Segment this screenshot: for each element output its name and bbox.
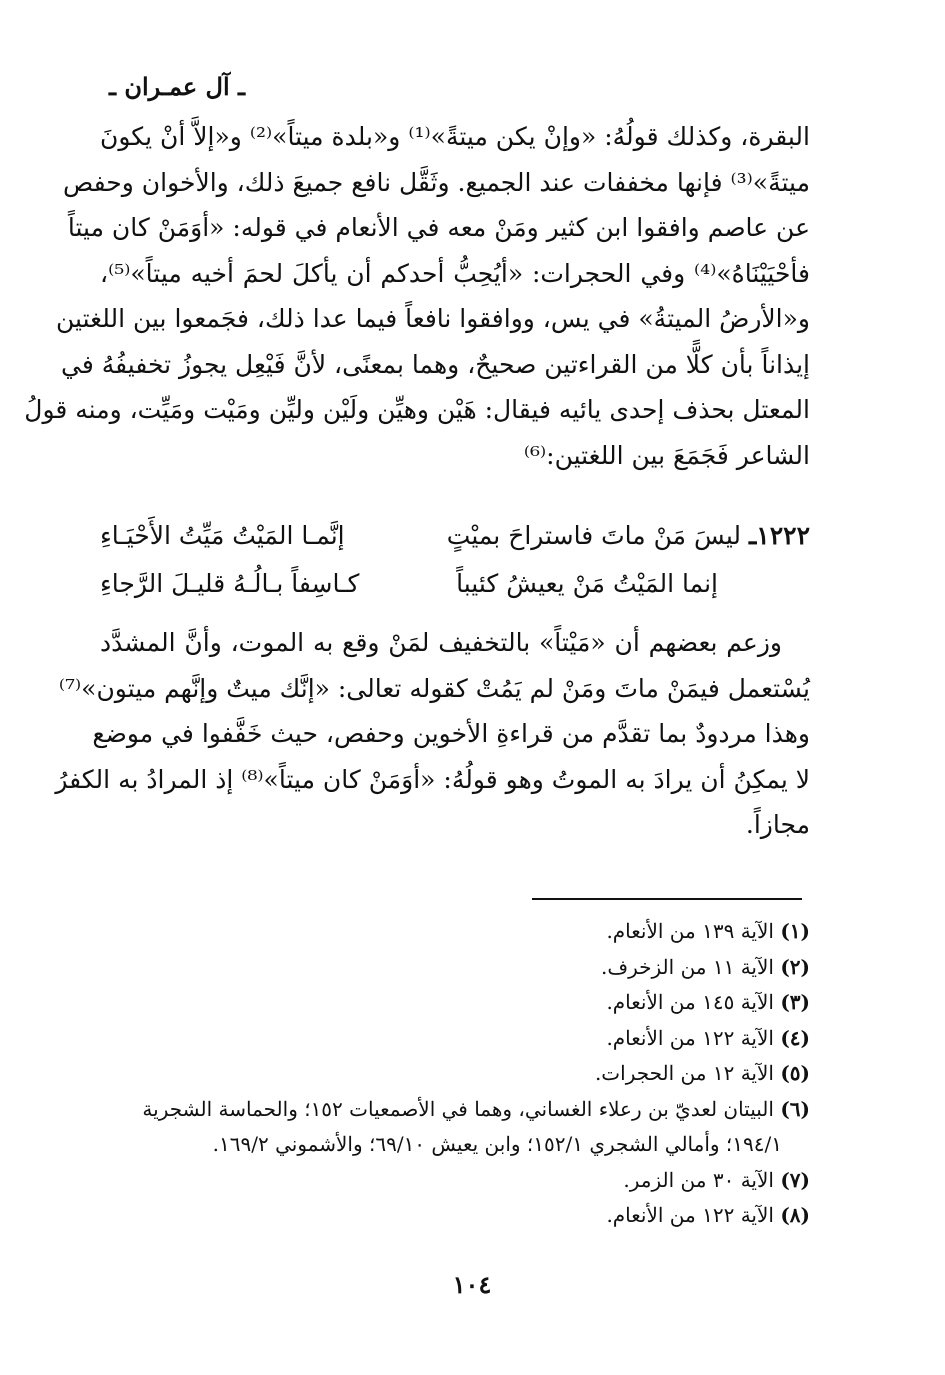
footnote-text: الآية ١٢٢ من الأنعام. <box>606 1025 774 1050</box>
footnote-text: الآية ١١ من الزخرف. <box>601 954 774 979</box>
footnote-number: (٥) <box>780 1061 810 1085</box>
footnote-text: ١٩٤/١؛ وأمالي الشجري ١٥٢/١؛ وابن يعيش ٦٩/١٠؛ والأشموني ١٦٩/٢. <box>212 1132 782 1156</box>
footnote-number: (٦) <box>780 1096 810 1121</box>
footnote-separator <box>532 898 802 900</box>
footnote-number: (٢) <box>780 954 810 979</box>
footnote-text: الآية ١٢٢ من الأنعام. <box>606 1203 774 1227</box>
footnotes <box>100 914 810 1234</box>
body-line: إيذاناً بأن كلًّا من القراءتين صحيحٌ، وهما بمعنًى، لأنَّ فَيْعِل يجوزُ تخفيفُهُ في <box>61 349 810 379</box>
running-header: ـ آل عمـران ـ <box>109 72 245 101</box>
body-line: المعتل بحذف إحدى يائيه فيقال: هَيْن وهيِّن ولَيْن وليِّن ومَيْت ومَيِّت، ومنه قولُ <box>24 395 810 424</box>
body-line: مجازاً. <box>745 810 810 839</box>
body-paragraph-1 <box>24 114 810 478</box>
footnote-number: (١) <box>780 919 810 943</box>
body-line: يُسْتعمل فيمَنْ ماتَ ومَنْ لم يَمُتْ كقوله تعالى: «إنَّك ميتٌ وإنَّهم ميتون»⁽⁷⁾ <box>58 673 810 703</box>
footnote <box>100 1021 810 1057</box>
body-line: فأحْيَيْنَاهُ»⁽⁴⁾ وفي الحجرات: «أيُحِبُّ أحدكم أن يأكلَ لحمَ أخيه ميتاً»⁽⁵⁾، <box>100 258 810 288</box>
footnote-number: (٨) <box>780 1203 810 1227</box>
footnote-text: الآية ١٤٥ من الأنعام. <box>606 990 774 1014</box>
footnote-text: الآية ١٣٩ من الأنعام. <box>606 919 774 943</box>
body-paragraph-2 <box>55 620 810 848</box>
footnote-text: الآية ١٢ من الحجرات. <box>594 1061 774 1085</box>
body-line: وهذا مردودٌ بما تقدَّم من قراءةِ الأخوين وحفص، حيث خَفَّفوا في موضع <box>92 719 810 748</box>
footnote <box>100 985 810 1021</box>
verse-line-1 <box>100 512 810 560</box>
footnote <box>100 1163 810 1199</box>
body-line: عن عاصم وافقوا ابن كثير ومَنْ معه في الأنعام في قوله: «أوَمَنْ كان ميتاً <box>67 213 810 242</box>
body-line: الشاعر فَجَمَعَ بين اللغتين:⁽⁶⁾ <box>523 440 810 470</box>
footnote-number: (٣) <box>780 990 810 1014</box>
verse-number: ١٢٢٢ـ <box>748 521 810 550</box>
footnote <box>100 1056 810 1092</box>
body-line: لا يمكِنُ أن يرادَ به الموتُ وهو قولُهُ: «أوَمَنْ كان ميتاً»⁽⁸⁾ إذ المرادُ به الكفرُ <box>55 764 810 794</box>
verse-hemistich-second: إنَّمـا المَيْتُ مَيِّتُ الأَحْيَـاءِ <box>100 521 345 550</box>
footnote-continuation <box>100 1127 810 1163</box>
verse-hemistich-second: كـاسِفاً بـالُـهُ قليـلَ الرَّجاءِ <box>100 569 360 598</box>
verse-text: ليسَ مَنْ ماتَ فاستراحَ بميْتٍ <box>446 521 741 550</box>
body-line: و«الأرضُ الميتةُ» في يس، ووافقوا نافعاً فيما عدا ذلك، فجَمعوا بين اللغتين <box>56 304 810 333</box>
page-number: ١٠٤ <box>452 1270 492 1299</box>
footnote <box>100 1198 810 1234</box>
body-line: ميتةً»⁽³⁾ فإنها مخففات عند الجميع. وثَقَّل نافع جميعَ ذلك، والأخوان وحفص <box>63 167 810 197</box>
body-line: البقرة، وكذلك قولُهُ: «وإنْ يكن ميتةً»⁽¹⁾ و«بلدة ميتاً»⁽²⁾ و«إلاَّ أنْ يكونَ <box>100 122 810 151</box>
footnote <box>100 1092 810 1128</box>
verse-line-2 <box>100 560 718 608</box>
verse-hemistich-first <box>447 512 810 560</box>
body-line: وزعم بعضهم أن «مَيْتاً» بالتخفيف لمَنْ وقع به الموت، وأنَّ المشدَّد <box>100 628 782 657</box>
footnote-number: (٧) <box>780 1167 810 1192</box>
verse-hemistich-first: إنما المَيْتُ مَنْ يعيشُ كئيباً <box>456 569 718 598</box>
footnote-text: البيتان لعديّ بن رعلاء الغساني، وهما في الأصمعيات ١٥٢؛ والحماسة الشجرية <box>142 1096 774 1121</box>
footnote-number: (٤) <box>780 1025 810 1050</box>
footnote <box>100 914 810 950</box>
footnote <box>100 950 810 986</box>
footnote-text: الآية ٣٠ من الزمر. <box>623 1167 774 1192</box>
